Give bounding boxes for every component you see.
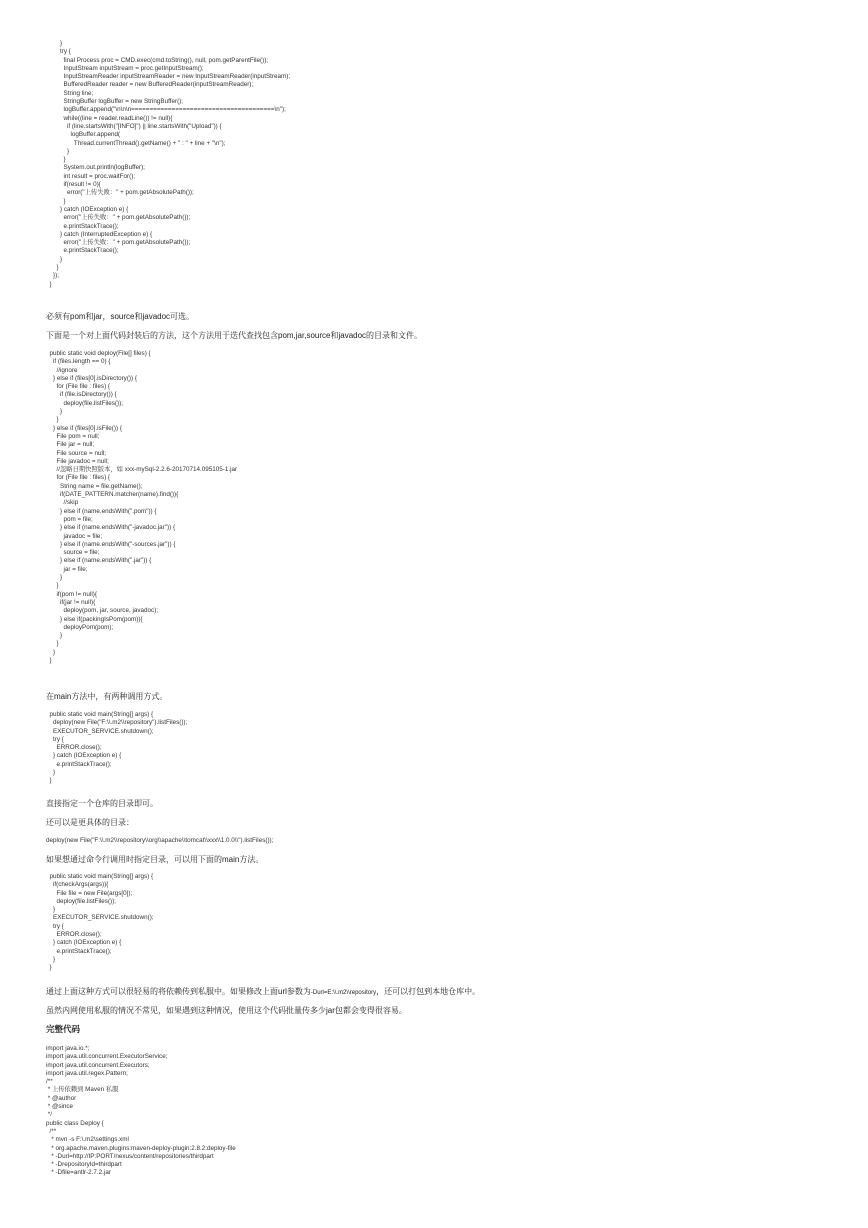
heading-full-code: 完整代码 — [46, 1024, 81, 1034]
code-block-main-args: public static void main(String[] args) { if(checkArgs(args)){ File file = new File(args[0]); deploy(file.listFiles()); } EXECUTOR_SERVICE.shutdown(); try { ERROR.close(); } catch (IOException e) { e.printStackTrace(); } } — [49, 873, 154, 972]
paragraph-intranet-note: 虽然内网使用私服的情况不常见，如果遇到这种情况，使用这个代码批量传多少jar包都会变得很容易。 — [46, 1006, 407, 1015]
code-block-main-repository: public static void main(String[] args) { deploy(new File("F:\\.m2\\repository").listFiles()); EXECUTOR_SERVICE.shutdown(); try { ERROR.close(); } catch (IOException e) { e.printStackTrace(); } } — [49, 711, 188, 785]
paragraph-pom-jar-required: 必须有pom和jar，source和javadoc可选。 — [46, 312, 195, 321]
paragraph-deploy-method-intro: 下面是一个对上面代码封装后的方法，这个方法用于迭代查找包含pom,jar,source和javadoc的目录和文件。 — [46, 331, 423, 340]
paragraph-command-line: 如果想通过命令行调用时指定目录，可以用下面的main方法。 — [46, 855, 264, 864]
url-param-inline-code: -Durl=E:\\.m2\\repository — [310, 990, 377, 996]
paragraph-specify-repository: 直接指定一个仓库的目录即可。 — [46, 799, 158, 808]
code-block-full-source: import java.io.*; import java.util.concurrent.ExecutorService; import java.util.concurrent.Executors; import java.util.regex.Pattern; /** * 上传依赖到 Maven 私服 * @author * @since */ public class Deploy { /** * mvn -s F:\.m2\settings.xml * org.apache.maven.plugins:maven-deploy-plugin:2.8.2:deploy-file * -Durl=http://IP:PORT/nexus/content/repositories/thirdpart * -DrepositoryId=thirdpart * -Dfile=antlr-2.7.2.jar — [46, 1045, 236, 1177]
code-block-process-exec: } try { final Process proc = CMD.exec(cmd.toString(), null, pom.getParentFile()); InputStream inputStream = proc.getInputStream(); InputStreamReader inputStreamReader = new InputStreamReader(inputStream); BufferedReader reader = new BufferedReader(inputStreamReader); String line; StringBuffer logBuffer = new StringBuffer(); logBuffer.append("\n\n\n=======================================\n"); while((line = reader.readLine()) != null){ if (line.startsWith("[INFO]") || line.startsWith("Upload")) { logBuffer.append( Thread.currentThread().getName() + " : " + line + "\n"); } } System.out.println(logBuffer); int result = proc.waitFor(); if(result != 0){ error("上传失败：" + pom.getAbsolutePath()); } } catch (IOException e) { error("上传失败：" + pom.getAbsolutePath()); e.printStackTrace(); } catch (InterruptedException e) { error("上传失败：" + pom.getAbsolutePath()); e.printStackTrace(); } } }); } — [49, 40, 291, 288]
code-block-deploy-files: public static void deploy(File[] files) { if (files.length == 0) { //ignore } else if (files[0].isDirectory()) { for (File file : files) { if (file.isDirectory()) { deploy(file.listFiles()); } } } else if (files[0].isFile()) { File pom = null; File jar = null; File source = null; File javadoc = null; //忽略日期快照版本，如 xxx-mySql-2.2.6-20170714.095105-1.jar for (File file : files) { String name = file.getName(); if(DATE_PATTERN.matcher(name).find()){ //skip } else if (name.endsWith(".pom")) { pom = file; } else if (name.endsWith("-javadoc.jar")) { javadoc = file; } else if (name.endsWith("-sources.jar")) { source = file; } else if (name.endsWith(".jar")) { jar = file; } } if(pom != null){ if(jar != null){ deploy(pom, jar, source, javadoc); } else if(packingIsPom(pom)){ deployPom(pom); } } } } — [49, 350, 238, 664]
paragraph-local-repository-before: 通过上面这种方式可以很轻易的将依赖传到私服中。如果修改上面url参数为 — [46, 987, 311, 996]
paragraph-local-repository-after: ，还可以打包到本地仓库中。 — [376, 987, 481, 996]
code-block-deploy-specific: deploy(new File("F:\\.m2\\repository\\org\\apache\\tomcat\\xxx\\1.0.0\\").listFiles()); — [46, 837, 274, 844]
paragraph-main-two-ways: 在main方法中，有两种调用方式。 — [46, 692, 168, 701]
paragraph-specific-directory: 还可以是更具体的目录： — [46, 818, 134, 827]
paragraph-local-repository — [46, 986, 480, 999]
